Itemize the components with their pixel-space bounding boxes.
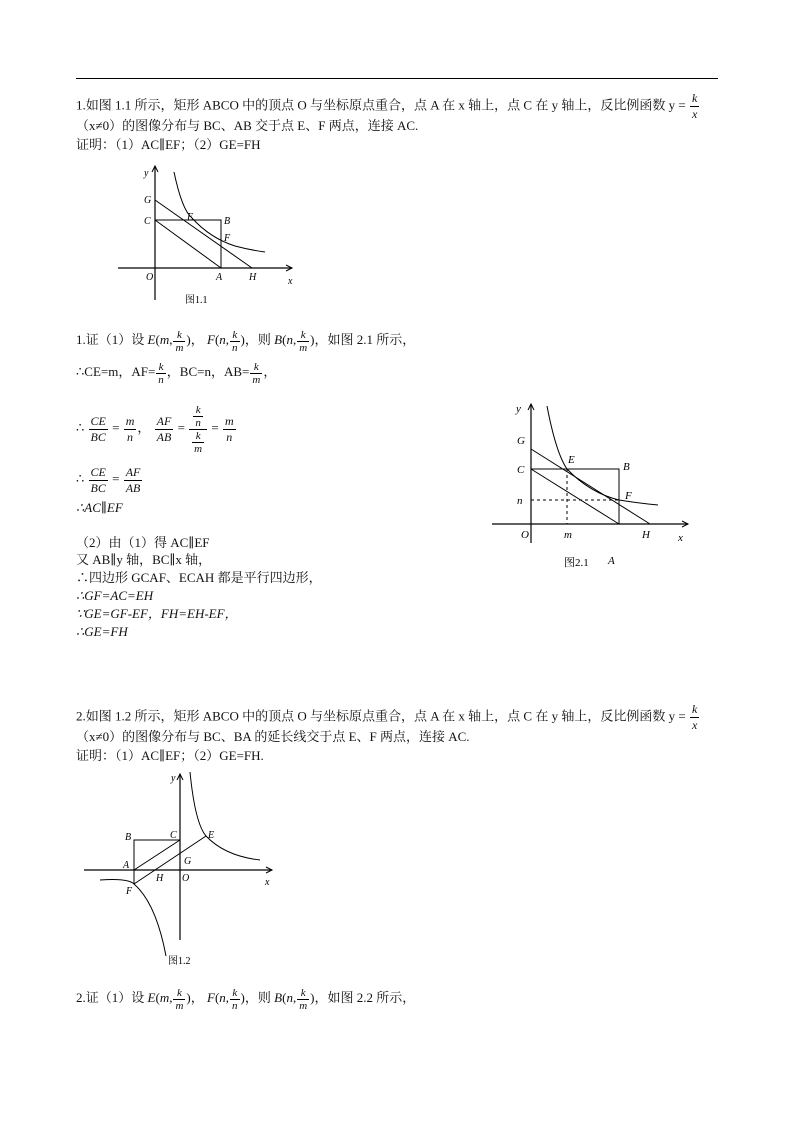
- fig21-label-n: n: [517, 495, 523, 507]
- solution1-line9: ∴GF=AC=EH: [76, 588, 154, 603]
- solution1-line8: ∴四边形 GCAF、ECAH 都是平行四边形，: [76, 570, 322, 585]
- solution1-line4: ∴ $\frac{CE}{BC}$ = $\frac{AF}{AB}$: [76, 464, 141, 495]
- solution1-line1: 1.证（1）设 E(m, $\frac{k}{m}$ )， F(n, $\frac{k}{n}$ )，则 B(n, $\frac{k}{m}$ )，如图 2.1 所示，: [76, 328, 416, 354]
- fig1-label-o: O: [146, 272, 154, 283]
- problem2-line1: 2.如图 1.2 所示，矩形 ABCO 中的顶点 O 与坐标原点重合，点 A 在 x 轴上，点 C 在 y 轴上，反比例函数 y = $\frac{k}{x}$: [76, 702, 698, 732]
- fig1-caption: 图1.1: [185, 295, 208, 306]
- problem1-line2: （x≠0）的图像分布与 BC、AB 交于点 E、F 两点，连接 AC.: [76, 118, 419, 133]
- fig21-label-c: C: [517, 464, 525, 476]
- fraction-k-over-x-2: $\frac{k}{x}$: [691, 702, 698, 732]
- fig12-label-b: B: [125, 832, 132, 843]
- fig21-label-e: E: [568, 454, 575, 466]
- fig1-label-c: C: [144, 216, 151, 227]
- solution2-line1: 2.证（1）设 E(m, $\frac{k}{m}$ )， F(n, $\frac{k}{n}$ )，则 B(n, $\frac{k}{m}$ )，如图 2.2 所示，: [76, 986, 416, 1012]
- fig21-label-a: A: [608, 555, 615, 567]
- fig21-label-f: F: [625, 490, 632, 502]
- fig1-label-g: G: [144, 195, 152, 206]
- fig1-label-y: y: [144, 168, 149, 179]
- fig21-label-b: B: [623, 461, 630, 473]
- fig12-label-c: C: [170, 830, 177, 841]
- figure-2-1: [490, 398, 700, 573]
- problem1-line3: 证明：（1）AC∥EF；（2）GE=FH: [76, 137, 261, 152]
- fig1-label-e: E: [187, 212, 194, 223]
- fig21-label-y: y: [516, 403, 521, 415]
- solution1-line7: 又 AB∥y 轴，BC∥x 轴，: [76, 552, 212, 567]
- figure-1-2: [80, 768, 280, 968]
- figure-1-1: [110, 160, 310, 310]
- fig1-label-h: H: [249, 272, 257, 283]
- fig12-label-a: A: [123, 860, 130, 871]
- fig21-label-h: H: [642, 529, 650, 541]
- fig12-label-f: F: [126, 886, 133, 897]
- fig21-caption: 图2.1: [564, 557, 589, 569]
- top-rule: [76, 78, 718, 79]
- fig21-label-x: x: [678, 532, 683, 544]
- solution1-line11: ∴GE=FH: [76, 624, 128, 639]
- fig12-label-e: E: [208, 830, 215, 841]
- solution1-line6: （2）由（1）得 AC∥EF: [76, 535, 210, 550]
- solution1-line3: ∴ $\frac{CE}{BC}$ = $\frac{m}{n}$ ， $\frac{AF}{AB}$ = $\frac{\frac{k}{n}}{\frac{k}{m}}$ = $\frac{m}{n}$: [76, 403, 234, 455]
- problem2-line2: （x≠0）的图像分布与 BC、BA 的延长线交于点 E、F 两点，连接 AC.: [76, 729, 470, 744]
- fig21-label-g: G: [517, 435, 525, 447]
- solution1-line10: ∵GE=GF-EF，FH=EH-EF，: [76, 606, 238, 621]
- problem1-line1: 1.如图 1.1 所示，矩形 ABCO 中的顶点 O 与坐标原点重合，点 A 在 x 轴上，点 C 在 y 轴上，反比例函数 y = $\frac{k}{x}$: [76, 91, 698, 121]
- fig12-label-o: O: [182, 873, 190, 884]
- fraction-k-over-x: $\frac{k}{x}$: [691, 91, 698, 121]
- fig12-label-g: G: [184, 856, 192, 867]
- fig12-label-x: x: [265, 877, 270, 888]
- fig12-label-h: H: [156, 873, 164, 884]
- fig1-label-f: F: [224, 233, 231, 244]
- fig12-caption: 图1.2: [168, 956, 191, 967]
- fig21-label-m: m: [564, 529, 572, 541]
- fig1-label-x: x: [288, 276, 293, 287]
- solution1-line2: ∴CE=m，AF= $\frac{k}{n}$ ，BC=n，AB= $\frac{k}{m}$ ，: [76, 360, 277, 386]
- fig1-label-b: B: [224, 216, 231, 227]
- fig12-label-y: y: [171, 773, 176, 784]
- problem2-line3: 证明：（1）AC∥EF；（2）GE=FH.: [76, 748, 264, 763]
- fig21-label-o: O: [521, 529, 529, 541]
- solution1-line5: ∴AC∥EF: [76, 500, 123, 515]
- fig1-label-a: A: [216, 272, 223, 283]
